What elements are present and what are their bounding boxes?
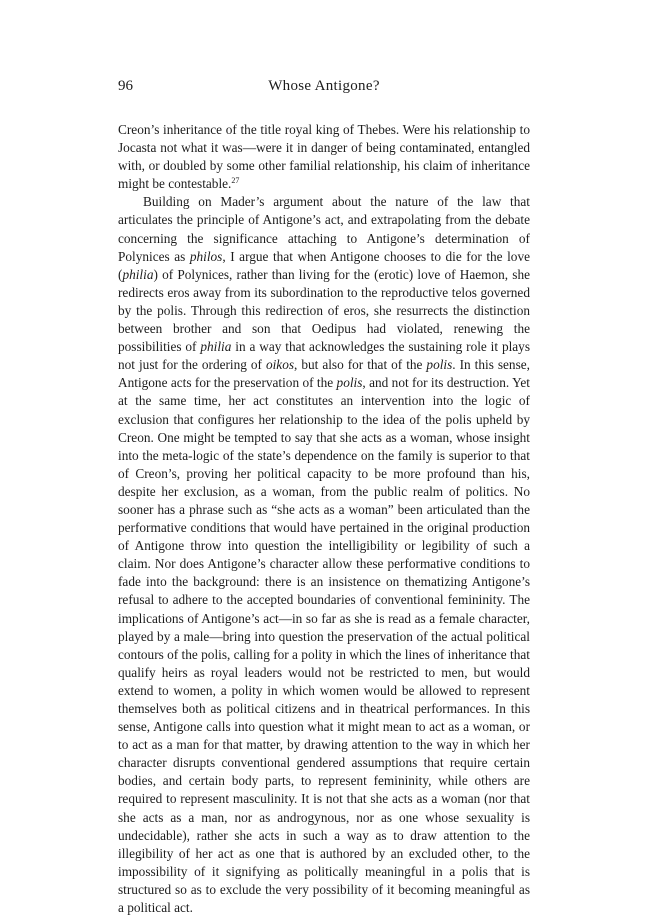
paragraph-text: Creon’s inheritance of the title royal king of Thebes. Were his relationship to Jocasta not what it was—were it in danger of being contaminated, entangled with, or doubled by some other familial relationship, his claim of inheritance might be contestable. — [118, 122, 530, 192]
paragraph-text: , and not for its destruction. Yet at the same time, her act constitutes an intervention into the logic of exclusion that configures her relationship to the idea of the polis upheld by Creon. One might be tempted to say that she acts as a woman, whose insight into the meta-logic of the state’s dependence on the family is superior to that of Creon’s, proving her political capacity to be more profound than his, despite her exclusion, as a woman, from the public realm of politics. No sooner has a phrase such as “she acts as a woman” been articulated than the performative conditions that would have pertained in the original production of Antigone throw into question the intelligibility or legibility of such a claim. Nor does Antigone’s character allow these performative conditions to fade into the background: there is an insistence on thematizing Antigone’s refusal to adhere to the accepted boundaries of conventional femininity. The implications of Antigone’s act—in so far as she is read as a female character, played by a male—bring into question the preservation of the actual political contours of the polis, calling for a polity in which the lines of inheritance that qualify heirs as royal leaders would not be restricted to men, but would extend to women, a polity in which women would be allowed to represent themselves both as political citizens and in theatrical performances. In this sense, Antigone calls into question what it might mean to act as a woman, or to act as a man for that matter, by drawing attention to the way in which her character disrupts conventional gendered assumptions that require certain bodies, and certain body parts, to represent femininity, while others are required to represent masculinity. It is not that she acts as a woman (nor that she acts as a man, nor as androgynous, nor as one whose sexuality is undecidable), rather she acts in such a way as to draw attention to the illegibility of her act as one that is authored by an excluded other, to the impossibility of it signifying as politically meaningful in a polis that is structured so as to exclude the very possibility of it becoming meaningful as a political act. — [118, 375, 531, 916]
page-number: 96 — [118, 78, 133, 94]
footnote-marker: 27 — [231, 176, 240, 186]
running-head — [118, 78, 530, 98]
paragraph-text: . In this sense, Antigone acts for the preservation of the — [118, 357, 530, 391]
italic-term: philia — [122, 266, 154, 282]
paragraph-text: , but also for that of the — [294, 357, 427, 373]
paragraph-text: ) of Polynices, rather than living for the (erotic) love of Haemon, she redirects eros away from its subordination to the reproductive telos governed by the polis. Through this redirection of eros, she resurrects the distinction between brother and son that Oedipus had violated, renewing the possibilities of — [118, 266, 530, 355]
italic-term: philos — [189, 248, 223, 264]
paragraph-text: , I argue that when Antigone chooses to die for the love ( — [118, 248, 530, 282]
paragraph-text: in a way that acknowledges the sustaining role it plays not just for the ordering of — [118, 339, 531, 373]
body-text — [118, 121, 530, 917]
paragraph — [118, 193, 530, 917]
italic-term: polis — [336, 375, 363, 391]
paragraph — [118, 121, 530, 193]
running-title: Whose Antigone? — [268, 78, 380, 94]
italic-term: philia — [200, 339, 232, 355]
italic-term: oikos — [265, 357, 295, 373]
italic-term: polis — [426, 357, 453, 373]
paragraph-text: Building on Mader’s argument about the nature of the law that articulates the principle of Antigone’s act, and extrapolating from the debate concerning the significance attaching to Antigone’s determination of Polynices as — [118, 194, 530, 264]
